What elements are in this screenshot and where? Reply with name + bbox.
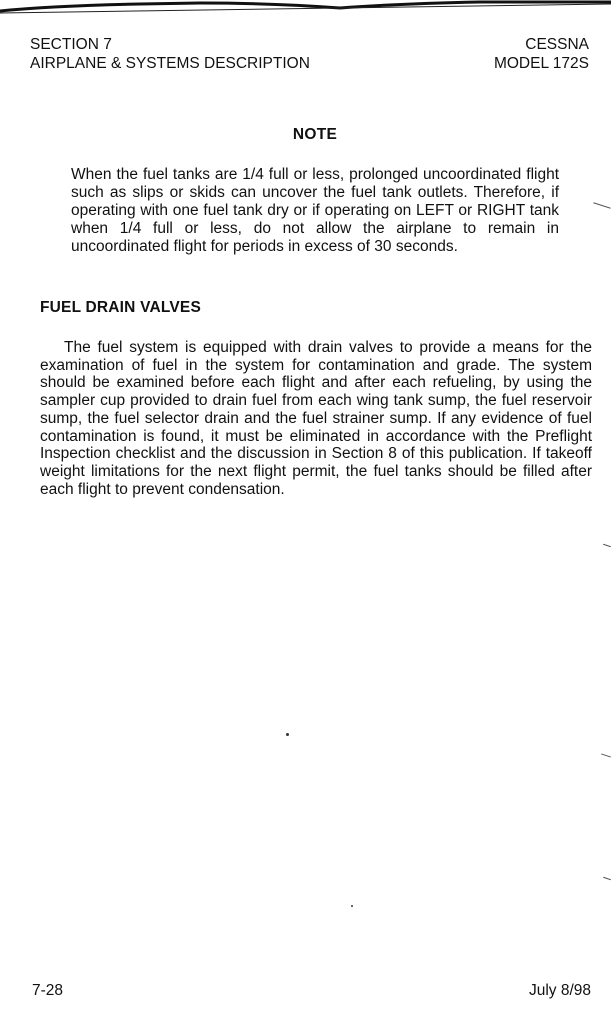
- header-section-number: SECTION 7: [30, 36, 112, 53]
- margin-mark: [593, 202, 610, 209]
- top-edge-rule: [0, 0, 611, 14]
- margin-mark: [603, 544, 611, 547]
- print-speck: [351, 905, 353, 907]
- section-heading: FUEL DRAIN VALVES: [40, 299, 201, 316]
- footer-page-number: 7-28: [32, 982, 64, 999]
- header-section-name: AIRPLANE & SYSTEMS DESCRIPTION: [30, 55, 310, 72]
- margin-mark: [601, 753, 611, 757]
- header-manufacturer: CESSNA: [525, 36, 589, 53]
- section-body: The fuel system is equipped with drain valves to provide a means for the examination of fuel in the system for contamination and grade. The system should be examined before each flight and after each refueling, by using the sampler cup provided to drain fuel from each wing tank sump, the fuel reservoir sump, the fuel selector drain and the fuel strainer sump. If any evidence of fuel contamination is found, it must be eliminated in accordance with the Preflight Inspection checklist and the discussion in Section 8 of this publication. If takeoff weight limitations for the next flight permit, the fuel tanks should be filled after each flight to prevent condensation.: [40, 339, 592, 498]
- footer-date: July 8/98: [528, 982, 591, 999]
- note-title: NOTE: [292, 126, 338, 143]
- header-model: MODEL 172S: [493, 55, 589, 72]
- header-aircraft-model: [494, 35, 589, 73]
- margin-mark: [603, 877, 611, 880]
- print-speck: [286, 733, 289, 736]
- header-section-title: [30, 35, 310, 73]
- note-body: When the fuel tanks are 1/4 full or less, prolonged uncoordinated flight such as slips or skids can uncover the fuel tank outlets. Therefore, if operating with one fuel tank dry or if operating on LEFT or RIGHT tank when 1/4 full or less, do not allow the airplane to remain in uncoordinated flight for periods in excess of 30 seconds.: [71, 166, 559, 255]
